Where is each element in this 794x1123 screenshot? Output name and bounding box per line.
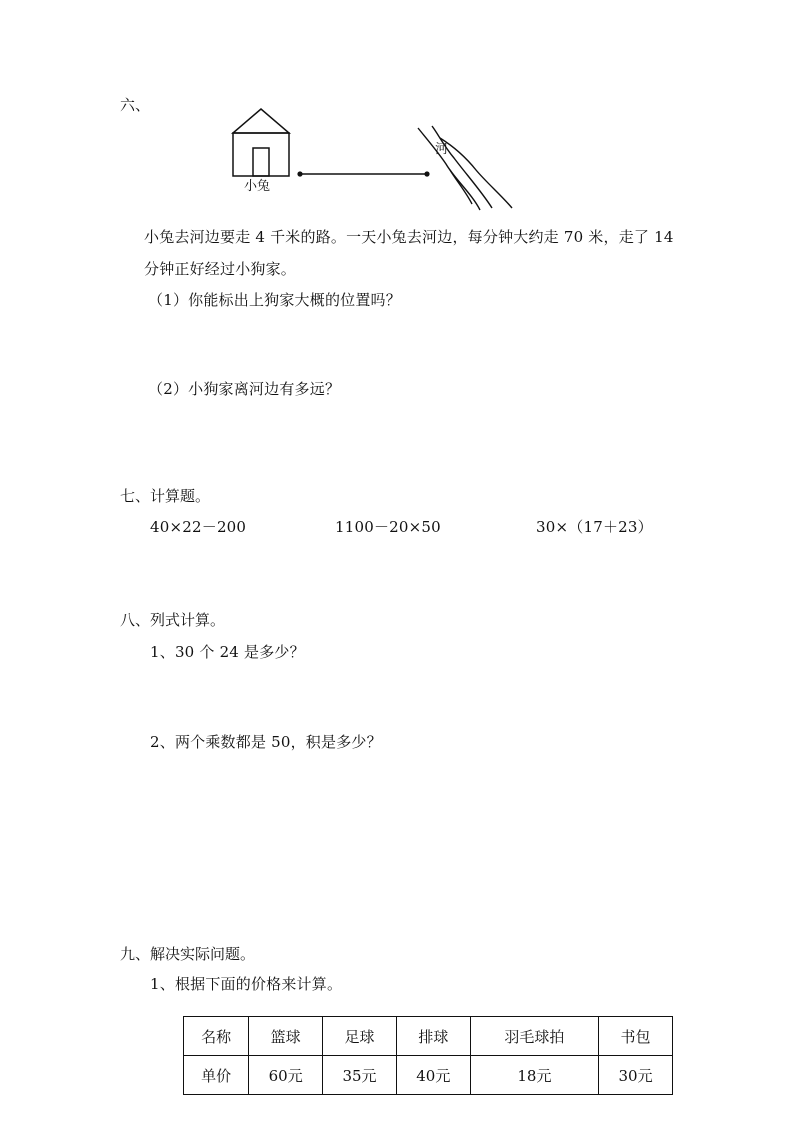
question-9-1: 1、根据下面的价格来计算。 xyxy=(150,975,343,993)
calc-expression-2: 1100－20×50 xyxy=(335,518,441,536)
question-6-1: （1）你能标出上狗家大概的位置吗？ xyxy=(148,291,401,309)
river-label: 河 xyxy=(435,142,449,157)
rabbit-house-label: 小兔 xyxy=(244,179,271,194)
problem-text-line2: 分钟正好经过小狗家。 xyxy=(144,260,297,278)
item-name-cell: 足球 xyxy=(323,1017,397,1056)
rabbit-river-diagram xyxy=(220,100,530,215)
item-name-cell: 篮球 xyxy=(249,1017,323,1056)
item-price-cell: 35元 xyxy=(323,1056,397,1095)
section-7-heading: 七、计算题。 xyxy=(120,487,211,505)
road-line xyxy=(297,171,429,176)
table-row xyxy=(184,1017,673,1056)
calc-expression-1: 40×22－200 xyxy=(150,518,247,536)
question-6-2: （2）小狗家离河边有多远？ xyxy=(148,380,341,398)
river-icon xyxy=(418,126,512,210)
table-header-cell: 名称 xyxy=(184,1017,249,1056)
item-name-cell: 羽毛球拍 xyxy=(470,1017,598,1056)
calc-expression-3: 30×（17＋23） xyxy=(536,518,653,536)
price-table xyxy=(183,1016,673,1095)
item-price-cell: 60元 xyxy=(249,1056,323,1095)
section-8-heading: 八、列式计算。 xyxy=(120,611,226,629)
section-9-heading: 九、解决实际问题。 xyxy=(120,945,256,963)
house-icon xyxy=(233,109,289,176)
item-price-cell: 40元 xyxy=(396,1056,470,1095)
question-8-2: 2、两个乘数都是 50，积是多少？ xyxy=(150,733,382,751)
problem-text-line1: 小兔去河边要走 4 千米的路。一天小兔去河边，每分钟大约走 70 米，走了 14 xyxy=(144,228,674,246)
table-header-cell: 单价 xyxy=(184,1056,249,1095)
item-price-cell: 18元 xyxy=(470,1056,598,1095)
table-row xyxy=(184,1056,673,1095)
item-name-cell: 书包 xyxy=(599,1017,673,1056)
question-8-1: 1、30 个 24 是多少？ xyxy=(150,643,305,661)
section-6-heading: 六、 xyxy=(120,96,151,114)
item-name-cell: 排球 xyxy=(396,1017,470,1056)
item-price-cell: 30元 xyxy=(599,1056,673,1095)
